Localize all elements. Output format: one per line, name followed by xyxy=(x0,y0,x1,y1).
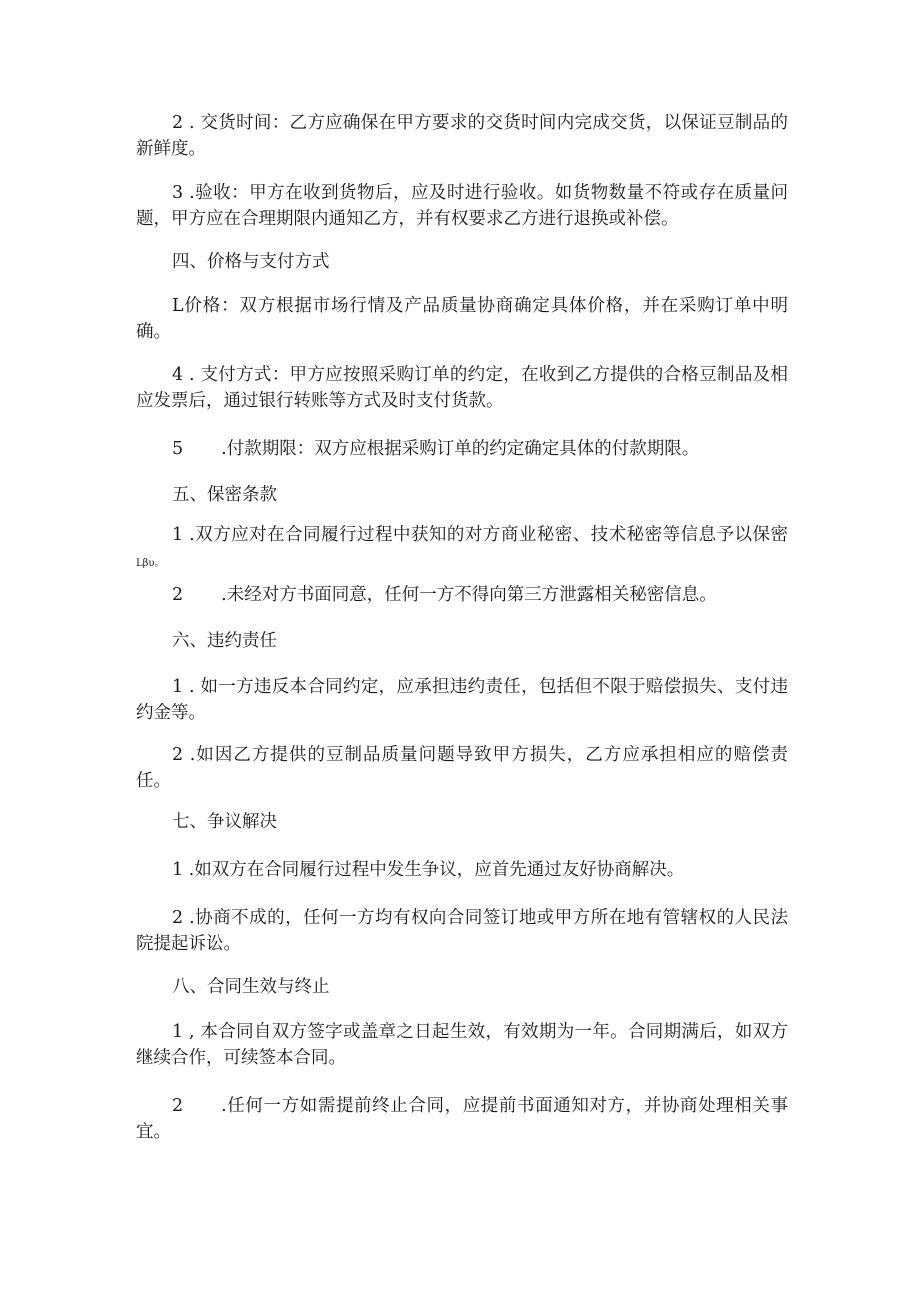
clause-effect xyxy=(136,1019,788,1071)
clause-number: 2 xyxy=(172,585,184,605)
clause-number: 2 xyxy=(172,908,184,928)
clause-number: 1 xyxy=(172,525,184,545)
clause-number: 5 xyxy=(172,439,184,459)
clause-text-tail-small: Lβυ。 xyxy=(136,558,165,569)
clause-confidentiality-2 xyxy=(136,582,788,608)
clause-text: .如因乙方提供的豆制品质量问题导致甲方损失，乙方应承担相应的赔偿责任。 xyxy=(136,745,788,791)
clause-number: 2 xyxy=(172,113,184,133)
clause-liability-1 xyxy=(136,674,788,726)
clause-number: 1 xyxy=(172,677,184,697)
clause-number: 3 xyxy=(172,183,184,203)
clause-delivery-time xyxy=(136,110,788,162)
clause-text: .双方应对在合同履行过程中获知的对方商业秘密、技术秘密等信息予以保 xyxy=(183,525,771,545)
clause-confidentiality-1 xyxy=(136,522,788,577)
clause-number: 1 xyxy=(172,860,184,880)
clause-number: 1 xyxy=(172,1022,184,1042)
clause-payment-method xyxy=(136,362,788,414)
clause-text: . 交货时间：乙方应确保在甲方要求的交货时间内完成交货，以保证豆制品的新鲜度。 xyxy=(136,113,788,159)
clause-dispute-1 xyxy=(136,857,788,883)
section-heading-price-payment: 四、价格与支付方式 xyxy=(172,252,330,272)
clause-number: 2 xyxy=(172,745,184,765)
clause-text-tail: 密 xyxy=(770,525,788,545)
clause-text: , 本合同自双方签字或盖章之日起生效，有效期为一年。合同期满后，如双方继续合作，可续签本合同。 xyxy=(136,1022,788,1068)
clause-text: .未经对方书面同意，任何一方不得向第三方泄露相关秘密信息。 xyxy=(221,585,717,605)
clause-number: 2 xyxy=(172,1096,184,1116)
clause-text: .付款期限：双方应根据采购订单的约定确定具体的付款期限。 xyxy=(221,439,700,459)
section-heading-confidentiality: 五、保密条款 xyxy=(172,485,277,505)
clause-text: . 支付方式：甲方应按照采购订单的约定，在收到乙方提供的合格豆制品及相应发票后，通过银行转账等方式及时支付货款。 xyxy=(136,365,788,411)
clause-liability-2 xyxy=(136,742,788,794)
clause-text: .如双方在合同履行过程中发生争议，应首先通过友好协商解决。 xyxy=(183,860,685,880)
section-heading-effect-termination: 八、合同生效与终止 xyxy=(172,977,330,997)
clause-text: .协商不成的，任何一方均有权向合同签订地或甲方所在地有管辖权的人民法院提起诉讼。 xyxy=(136,908,788,954)
clause-text: .任何一方如需提前终止合同，应提前书面通知对方，并协商处理相关事宜。 xyxy=(136,1096,788,1142)
clause-payment-term xyxy=(136,436,788,462)
clause-text: . 如一方违反本合同约定，应承担违约责任，包括但不限于赔偿损失、支付违约金等。 xyxy=(136,677,788,723)
clause-dispute-2 xyxy=(136,905,788,957)
clause-text: L价格：双方根据市场行情及产品质量协商确定具体价格，并在采购订单中明确。 xyxy=(136,296,788,342)
clause-acceptance xyxy=(136,180,788,232)
section-heading-dispute: 七、争议解决 xyxy=(172,812,277,832)
section-heading-liability: 六、违约责任 xyxy=(172,631,277,651)
clause-price xyxy=(136,293,788,345)
clause-text: .验收：甲方在收到货物后，应及时进行验收。如货物数量不符或存在质量问题，甲方应在合理期限内通知乙方，并有权要求乙方进行退换或补偿。 xyxy=(136,183,788,229)
clause-termination xyxy=(136,1093,788,1145)
clause-number: 4 xyxy=(172,365,184,385)
